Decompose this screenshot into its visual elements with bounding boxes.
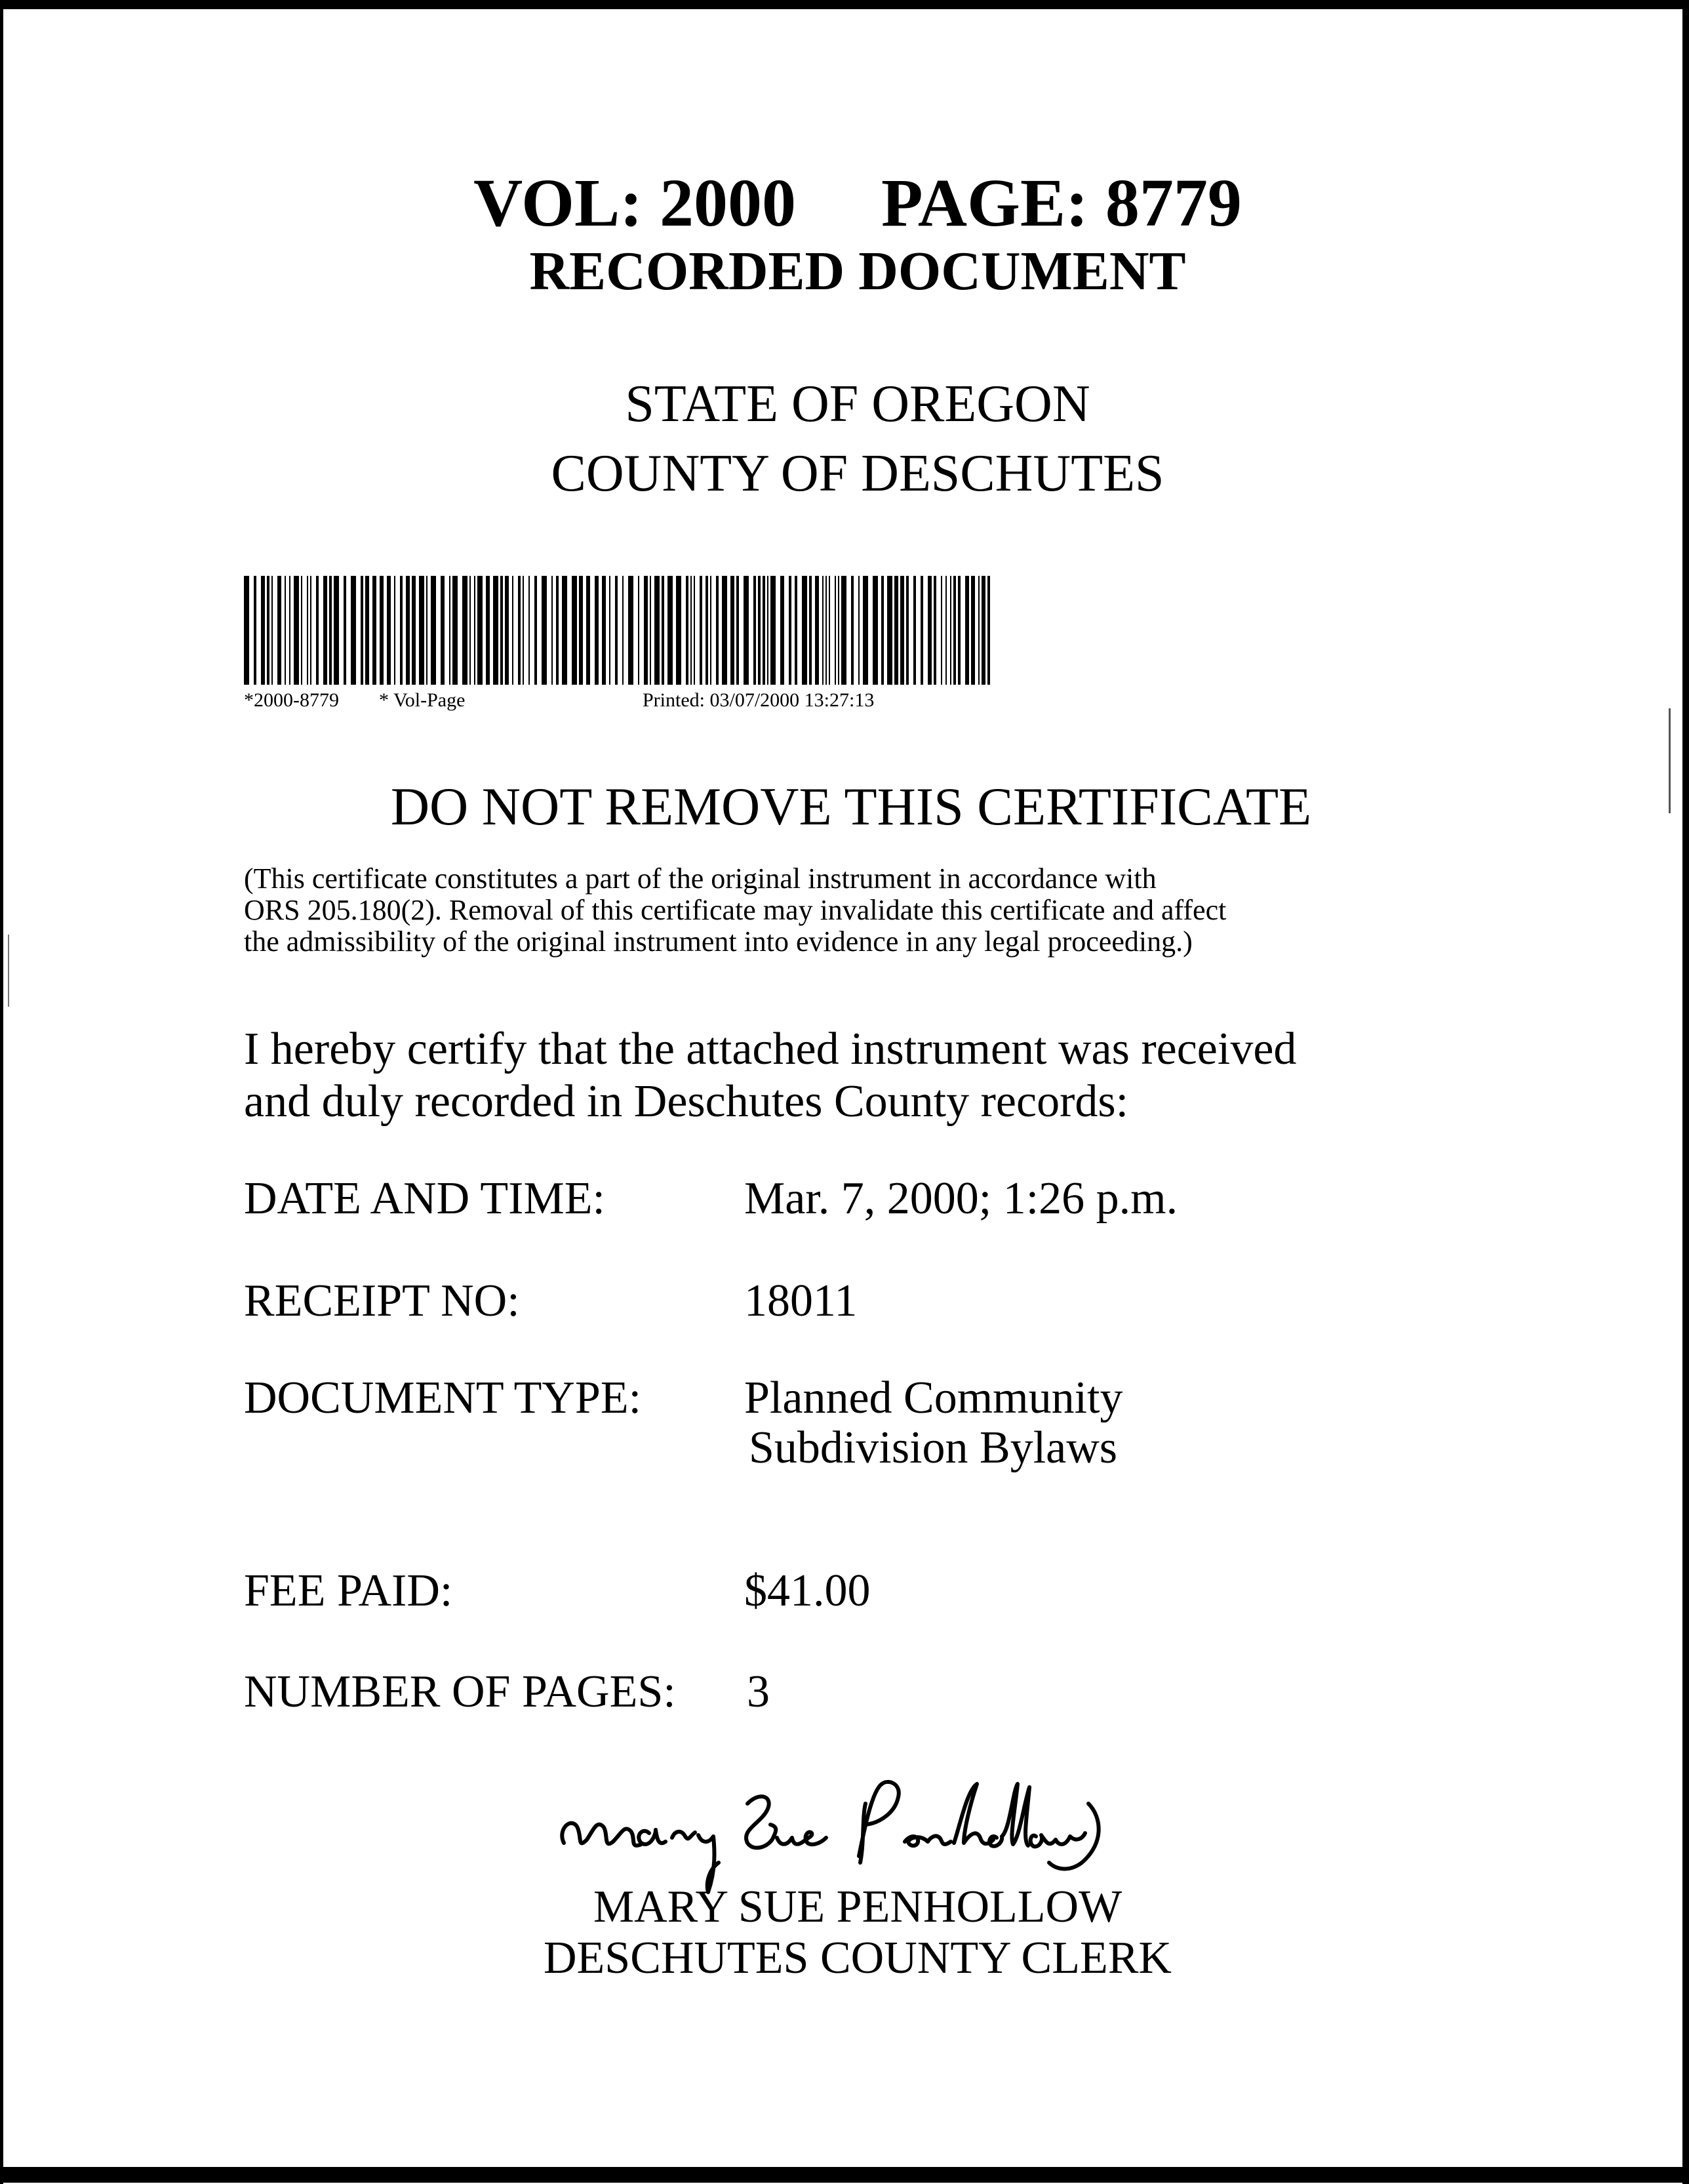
barcode-bar bbox=[971, 576, 975, 685]
document-type-label: DOCUMENT TYPE: bbox=[244, 1373, 642, 1423]
fee-paid-value: $41.00 bbox=[744, 1566, 871, 1616]
barcode-bar bbox=[534, 576, 537, 685]
barcode-bar bbox=[406, 576, 410, 685]
clerk-name: MARY SUE PENHOLLOW bbox=[593, 1882, 1123, 1932]
barcode-bar bbox=[694, 576, 695, 685]
barcode-bar bbox=[770, 576, 776, 685]
recorded-document-title: RECORDED DOCUMENT bbox=[529, 241, 1186, 302]
barcode bbox=[244, 576, 993, 685]
receipt-no-label: RECEIPT NO: bbox=[244, 1276, 520, 1326]
barcode-bar bbox=[921, 576, 923, 685]
barcode-bar bbox=[595, 576, 599, 685]
barcode-bar bbox=[289, 576, 290, 685]
barcode-bar bbox=[789, 576, 791, 685]
disclaimer-line: ORS 205.180(2). Removal of this certificate may invalidate this certificate and affect bbox=[244, 894, 1227, 926]
document-type-value-line2: Subdivision Bylaws bbox=[749, 1423, 1118, 1473]
barcode-bar bbox=[372, 576, 376, 685]
barcode-bar bbox=[873, 576, 878, 685]
scan-border-left bbox=[0, 0, 3, 2184]
barcode-bar bbox=[887, 576, 892, 685]
disclaimer-paragraph bbox=[244, 863, 1226, 958]
barcode-bar bbox=[523, 576, 524, 685]
barcode-bar bbox=[667, 576, 673, 685]
barcode-bar bbox=[900, 576, 904, 685]
barcode-bar bbox=[551, 576, 553, 685]
barcode-bar bbox=[277, 576, 281, 685]
barcode-bar bbox=[505, 576, 509, 685]
scan-border-top bbox=[0, 0, 1689, 9]
barcode-bar bbox=[767, 576, 768, 685]
barcode-bar bbox=[978, 576, 980, 685]
barcode-bar bbox=[500, 576, 503, 685]
barcode-bar bbox=[518, 576, 521, 685]
barcode-bar bbox=[426, 576, 427, 685]
barcode-bar bbox=[469, 576, 471, 685]
barcode-bar bbox=[400, 576, 403, 685]
barcode-bar bbox=[323, 576, 327, 685]
barcode-bar bbox=[244, 576, 249, 685]
barcode-bar bbox=[294, 576, 299, 685]
barcode-bar bbox=[365, 576, 369, 685]
certification-line: I hereby certify that the attached instrument was received bbox=[244, 1024, 1297, 1074]
barcode-bar bbox=[822, 576, 824, 685]
barcode-bar bbox=[387, 576, 391, 685]
document-type-value-line1: Planned Community bbox=[744, 1373, 1123, 1423]
barcode-printed-timestamp: Printed: 03/07/2000 13:27:13 bbox=[643, 689, 875, 711]
barcode-bar bbox=[441, 576, 445, 685]
barcode-bar bbox=[351, 576, 356, 685]
barcode-bar bbox=[361, 576, 363, 685]
barcode-bar bbox=[579, 576, 583, 685]
vol-page-heading bbox=[13, 164, 1689, 243]
fee-paid-label: FEE PAID: bbox=[244, 1566, 453, 1616]
barcode-bar bbox=[950, 576, 951, 685]
barcode-bar bbox=[316, 576, 319, 685]
barcode-bar bbox=[271, 576, 273, 685]
barcode-bar bbox=[380, 576, 384, 685]
barcode-bar bbox=[512, 576, 513, 685]
number-of-pages-value: 3 bbox=[747, 1667, 770, 1717]
barcode-bar bbox=[841, 576, 846, 685]
barcode-bar bbox=[628, 576, 633, 685]
barcode-bar bbox=[802, 576, 807, 685]
barcode-bar bbox=[310, 576, 311, 685]
barcode-bar bbox=[267, 576, 269, 685]
barcode-bar bbox=[254, 576, 256, 685]
barcode-bar bbox=[736, 576, 739, 685]
receipt-no-value: 18011 bbox=[744, 1276, 858, 1326]
barcode-bar bbox=[452, 576, 458, 685]
clerk-title: DESCHUTES COUNTY CLERK bbox=[544, 1933, 1172, 1983]
barcode-id-text: *2000-8779 bbox=[244, 689, 339, 711]
barcode-bar bbox=[730, 576, 734, 685]
barcode-bar bbox=[344, 576, 346, 685]
barcode-bar bbox=[462, 576, 467, 685]
barcode-bar bbox=[894, 576, 898, 685]
barcode-bar bbox=[474, 576, 475, 685]
barcode-bar bbox=[965, 576, 969, 685]
barcode-bar bbox=[654, 576, 660, 685]
barcode-bar bbox=[809, 576, 812, 685]
barcode-bar bbox=[431, 576, 436, 685]
certification-line: and duly recorded in Deschutes County records: bbox=[244, 1076, 1129, 1127]
barcode-bar bbox=[615, 576, 618, 685]
barcode-bar bbox=[815, 576, 819, 685]
barcode-bar bbox=[449, 576, 450, 685]
barcode-bar bbox=[644, 576, 648, 685]
barcode-bar bbox=[477, 576, 483, 685]
barcode-bar bbox=[705, 576, 708, 685]
scan-edge-mark-left bbox=[8, 935, 9, 1007]
barcode-bar bbox=[572, 576, 577, 685]
barcode-bar bbox=[941, 576, 942, 685]
barcode-bar bbox=[838, 576, 839, 685]
barcode-bar bbox=[690, 576, 692, 685]
barcode-bar bbox=[609, 576, 610, 685]
county-name: COUNTY OF DESCHUTES bbox=[551, 445, 1164, 502]
barcode-bar bbox=[835, 576, 836, 685]
barcode-bar bbox=[780, 576, 784, 685]
barcode-bar bbox=[763, 576, 765, 685]
barcode-bar bbox=[622, 576, 624, 685]
barcode-bar bbox=[334, 576, 339, 685]
barcode-bar bbox=[493, 576, 498, 685]
barcode-bar bbox=[556, 576, 559, 685]
date-time-label: DATE AND TIME: bbox=[244, 1173, 605, 1224]
barcode-bar bbox=[394, 576, 395, 685]
barcode-bar bbox=[753, 576, 756, 685]
barcode-bar bbox=[722, 576, 727, 685]
barcode-bar bbox=[650, 576, 651, 685]
barcode-bar bbox=[419, 576, 424, 685]
barcode-bar bbox=[686, 576, 688, 685]
barcode-bar bbox=[602, 576, 606, 685]
barcode-bar bbox=[412, 576, 416, 685]
date-time-value: Mar. 7, 2000; 1:26 p.m. bbox=[744, 1173, 1178, 1224]
barcode-bar bbox=[710, 576, 711, 685]
barcode-vol-page-text: * Vol-Page bbox=[379, 689, 466, 711]
disclaimer-line: (This certificate constitutes a part of the original instrument in accordance with bbox=[244, 862, 1157, 895]
barcode-bar bbox=[716, 576, 719, 685]
barcode-bar bbox=[261, 576, 265, 685]
clerk-signature bbox=[551, 1764, 1128, 1895]
barcode-bar bbox=[958, 576, 961, 685]
barcode-bar bbox=[913, 576, 916, 685]
barcode-bar bbox=[528, 576, 530, 685]
barcode-bar bbox=[486, 576, 490, 685]
state-name: STATE OF OREGON bbox=[625, 375, 1090, 433]
barcode-bar bbox=[301, 576, 302, 685]
barcode-bar bbox=[329, 576, 332, 685]
barcode-bar bbox=[953, 576, 956, 685]
barcode-bar bbox=[825, 576, 827, 685]
barcode-bar bbox=[662, 576, 664, 685]
barcode-bar bbox=[700, 576, 702, 685]
barcode-bar bbox=[881, 576, 884, 685]
certification-statement bbox=[244, 1023, 1296, 1128]
scan-border-bottom bbox=[0, 2167, 1689, 2183]
barcode-bar bbox=[829, 576, 830, 685]
barcode-bar bbox=[676, 576, 681, 685]
barcode-bar bbox=[638, 576, 639, 685]
number-of-pages-label: NUMBER OF PAGES: bbox=[244, 1667, 676, 1717]
barcode-bar bbox=[863, 576, 868, 685]
barcode-bar bbox=[934, 576, 936, 685]
barcode-bar bbox=[795, 576, 797, 685]
barcode-bar bbox=[851, 576, 854, 685]
barcode-bar bbox=[906, 576, 909, 685]
scan-border-right bbox=[1682, 0, 1689, 2184]
vol-number: VOL: 2000 bbox=[473, 165, 797, 241]
page-number: PAGE: 8779 bbox=[881, 165, 1242, 241]
barcode-bar bbox=[982, 576, 985, 685]
barcode-bar bbox=[945, 576, 947, 685]
do-not-remove-heading: DO NOT REMOVE THIS CERTIFICATE bbox=[390, 777, 1312, 836]
barcode-bar bbox=[586, 576, 590, 685]
barcode-bar bbox=[758, 576, 761, 685]
barcode-bar bbox=[562, 576, 567, 685]
barcode-bar bbox=[307, 576, 308, 685]
barcode-bar bbox=[987, 576, 990, 685]
barcode-bar bbox=[928, 576, 932, 685]
disclaimer-line: the admissibility of the original instrument into evidence in any legal proceeding.) bbox=[244, 925, 1193, 958]
barcode-bar bbox=[858, 576, 860, 685]
barcode-bar bbox=[542, 576, 547, 685]
barcode-bar bbox=[744, 576, 749, 685]
barcode-bar bbox=[285, 576, 286, 685]
